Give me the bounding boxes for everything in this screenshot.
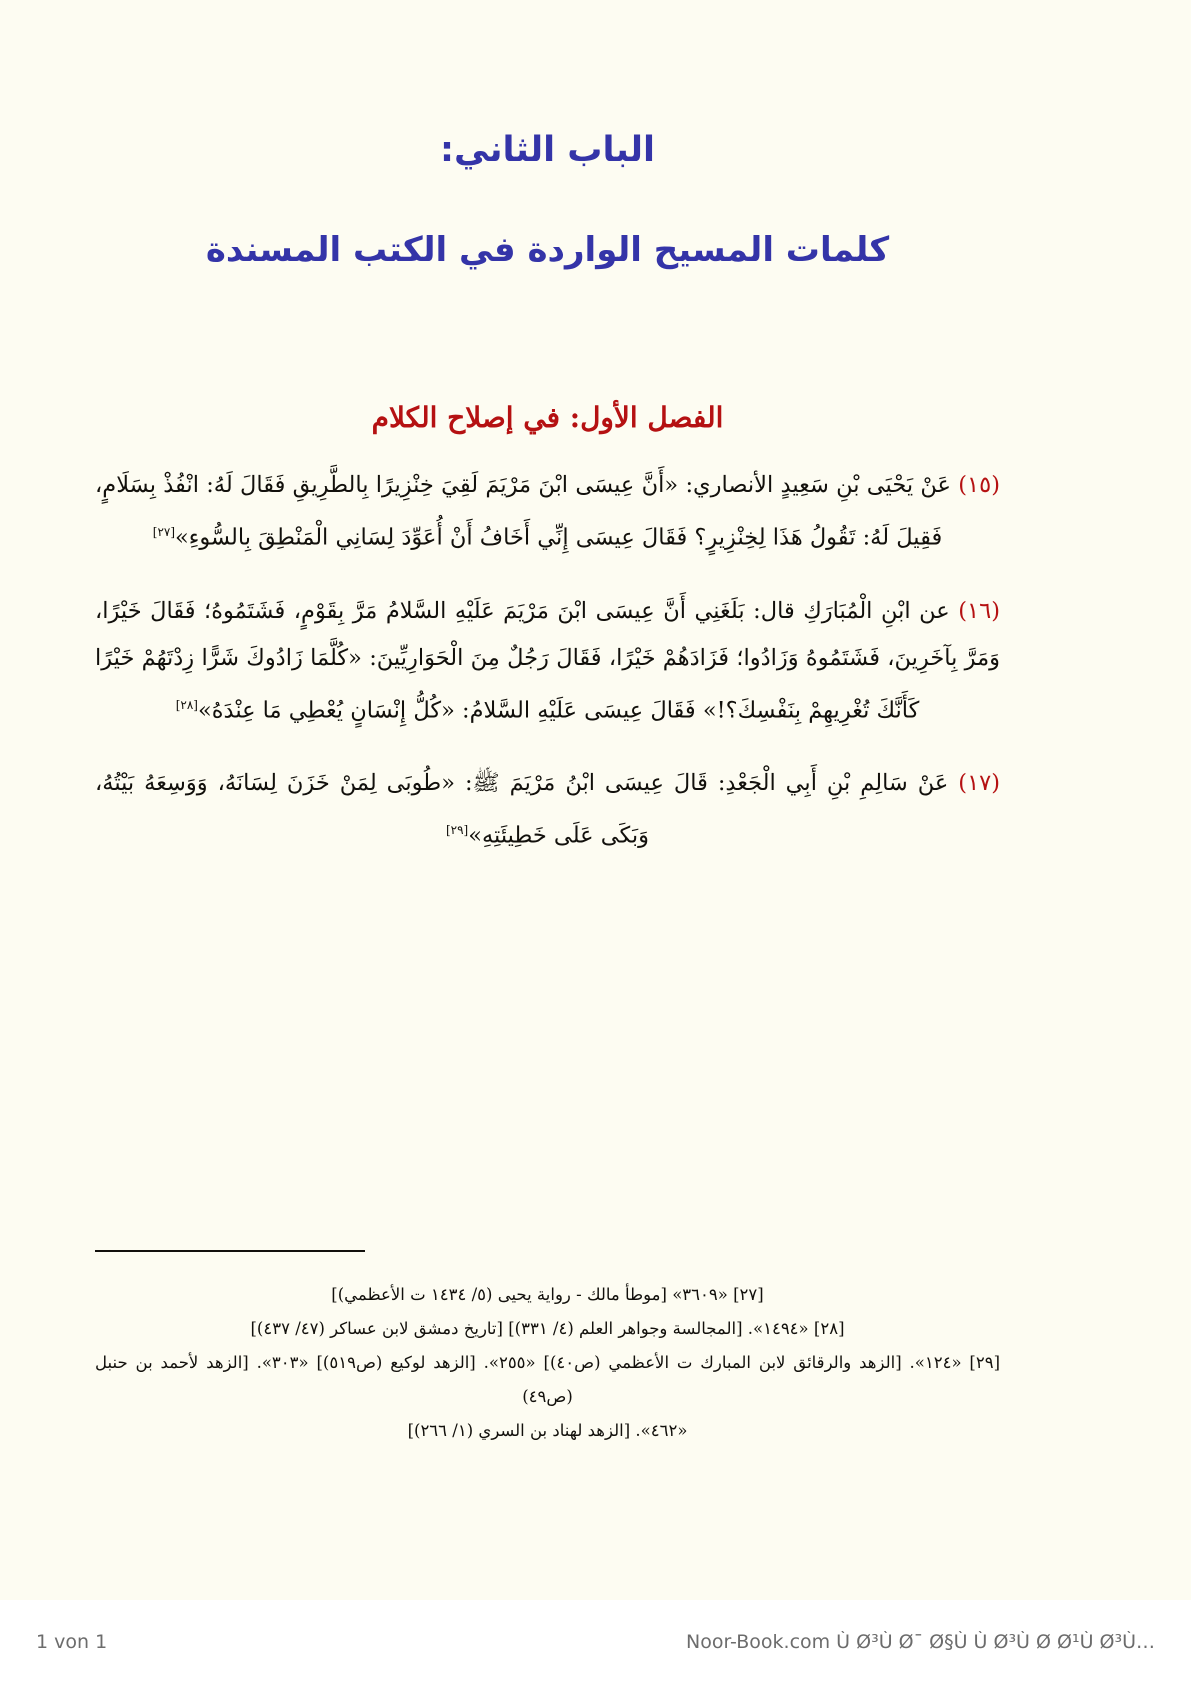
chapter-label: الباب الثاني: xyxy=(439,130,656,170)
hadith-paragraph xyxy=(95,462,1000,562)
hadith-list xyxy=(95,462,1000,886)
hadith-text: عن ابْنِ الْمُبَارَكِ قال: بَلَغَنِي أَنَّ عِيسَى ابْنَ مَرْيَمَ عَلَيْهِ السَّلامُ مَرَّ بِقَوْمٍ، فَشَتَمُوهُ؛ فَقَالَ خَيْرًا، وَمَرَّ بِآخَرِينَ، فَشَتَمُوهُ وَزَادُوا؛ فَزَادَهُمْ خَيْرًا، فَقَالَ رَجُلٌ مِنَ الْحَوَارِيِّينَ: «كُلَّمَا زَادُوكَ شَرًّا زِدْتَهُمْ خَيْرًا كَأَنَّكَ تُغْرِيهِمْ بِنَفْسِكَ؟!» فَقَالَ عِيسَى عَلَيْهِ السَّلامُ: «كُلُّ إِنْسَانٍ يُعْطِي مَا عِنْدَهُ» xyxy=(95,597,1000,723)
viewer-page-indicator: 1 von 1 xyxy=(36,1631,108,1653)
hadith-paragraph xyxy=(95,760,1000,860)
footnote-item: «٤٦٢». [الزهد لهناد بن السري (١/ ٢٦٦)] xyxy=(407,1421,688,1440)
footnote-reference: [٢٩] xyxy=(445,823,469,837)
hadith-number: (١٧) xyxy=(958,770,1001,796)
hadith-number: (١٦) xyxy=(958,597,1000,624)
hadith-text: عَنْ سَالِمِ بْنِ أَبِي الْجَعْدِ: قَالَ عِيسَى ابْنُ مَرْيَمَ ﷺ: «طُوبَى لِمَنْ خَزَنَ لِسَانَهُ، وَوَسِعَهُ بَيْتُهُ، وَبَكَى عَلَى خَطِيئَتِهِ» xyxy=(95,770,949,849)
section-title: الفصل الأول: في إصلاح الكلام xyxy=(371,401,724,434)
viewer-status-bar xyxy=(0,1600,1191,1684)
footnote-reference: [٢٧] xyxy=(152,525,176,539)
footnote-list xyxy=(95,1278,1000,1448)
chapter-title: كلمات المسيح الواردة في الكتب المسندة xyxy=(205,230,890,270)
footnote-item: [٢٩] «١٢٤». [الزهد والرقائق لابن المبارك ت الأعظمي (ص٤٠)] «٢٥٥». [الزهد لوكيع (ص٥١٩)] «٣٠٣». [الزهد لأحمد بن حنبل (ص٤٩) xyxy=(95,1353,1001,1406)
hadith-paragraph xyxy=(95,588,1000,735)
hadith-text: عَنْ يَحْيَى بْنِ سَعِيدٍ الأنصاري: «أَنَّ عِيسَى ابْنَ مَرْيَمَ لَقِيَ خِنْزِيرًا بِالطَّرِيقِ فَقَالَ لَهُ: انْفُذْ بِسَلَامٍ، فَقِيلَ لَهُ: تَقُولُ هَذَا لِخِنْزِيرٍ؟ فَقَالَ عِيسَى إِنِّي أَخَافُ أَنْ أُعَوِّدَ لِسَانِي الْمَنْطِقَ بِالسُّوءِ» xyxy=(95,472,951,551)
footnote-item: [٢٧] «٣٦٠٩» [موطأ مالك - رواية يحيى (٥/ ١٤٣٤ ت الأعظمي)] xyxy=(331,1285,764,1304)
hadith-number: (١٥) xyxy=(958,472,1000,498)
page-content-area xyxy=(95,0,1000,1600)
footnote-reference: [٢٨] xyxy=(175,697,198,712)
viewer-document-title: Noor-Book.com Ù Ø³Ù Ø¯ Ø§Ù Ù Ø³Ù Ø Ø¹Ù Ø³Ù… xyxy=(686,1631,1155,1653)
footnote-item: [٢٨] «١٤٩٤». [المجالسة وجواهر العلم (٤/ ٣٣١)] [تاريخ دمشق لابن عساكر (٤٧/ ٤٣٧)] xyxy=(250,1319,845,1338)
footnote-separator-line xyxy=(95,1250,365,1252)
footnote-separator xyxy=(95,1240,1000,1259)
